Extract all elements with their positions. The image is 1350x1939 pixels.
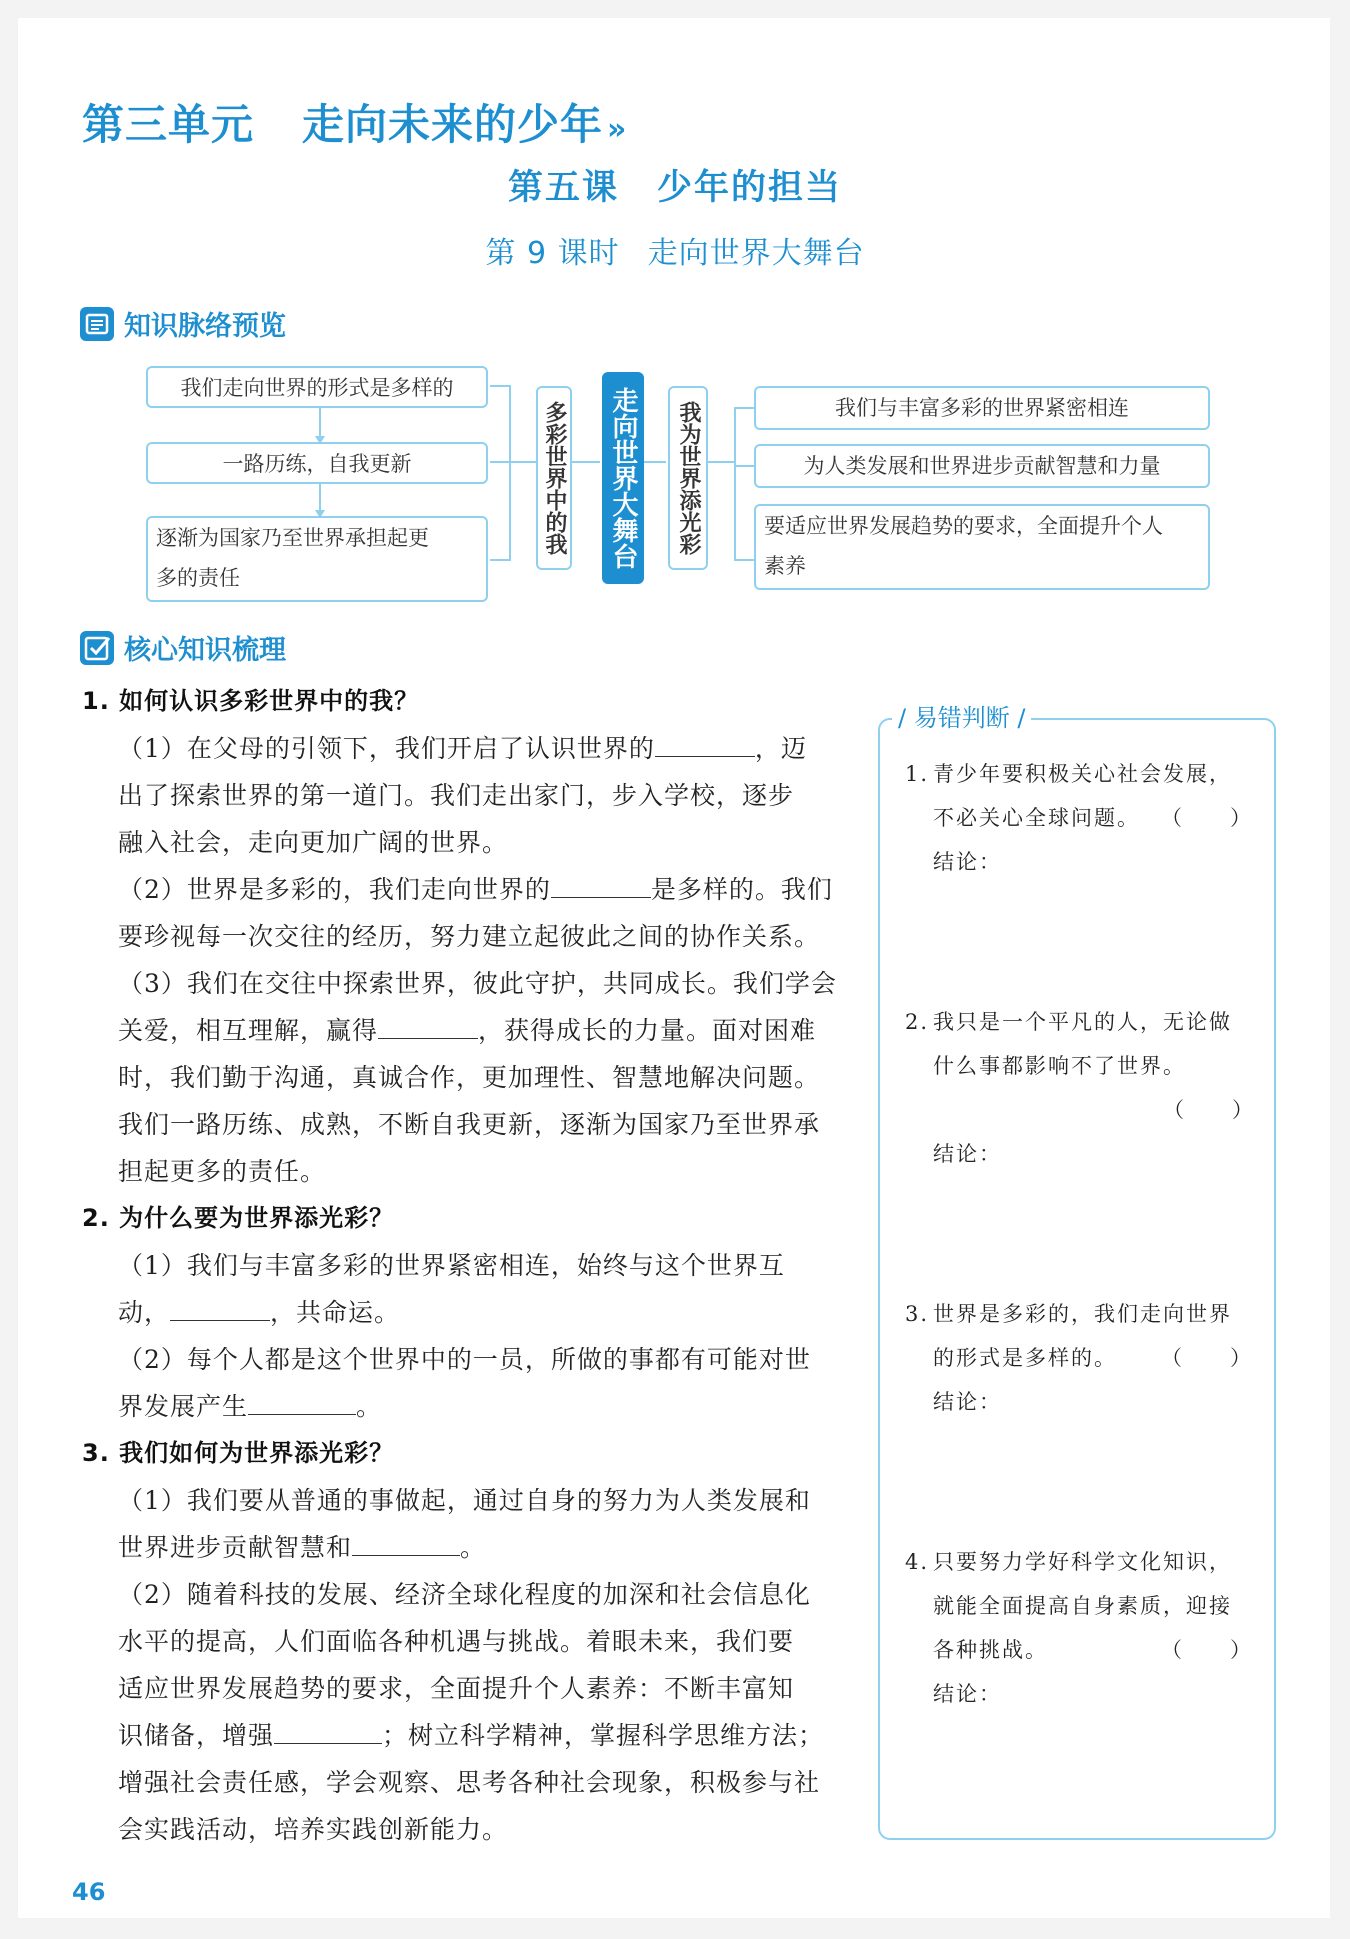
question-2-title: 2. 为什么要为世界添光彩？	[82, 1204, 395, 1232]
diagram-left-box-3-line1: 逐渐为国家乃至世界承担起更	[156, 526, 429, 550]
q1-text: （2）世界是多彩的，我们走向世界的	[118, 875, 551, 904]
conclusion-label: 结论：	[933, 1390, 1002, 1414]
diagram-right-box-3	[754, 504, 1210, 590]
diagram-right-box-3-line2: 素养	[764, 554, 806, 578]
item-text: 不必关心全球问题。	[933, 806, 1140, 830]
q3-text: （1）我们要从普通的事做起，通过自身的努力为人类发展和	[118, 1486, 811, 1515]
diagram-left-branch: 多彩世界中的我	[536, 386, 572, 570]
item-number: 2.	[905, 1010, 930, 1034]
answer-paren[interactable]: （ ）	[1161, 806, 1253, 830]
diagram-right-box-1: 我们与丰富多彩的世界紧密相连	[754, 386, 1210, 430]
q1-text: 时，我们勤于沟通，真诚合作，更加理性、智慧地解决问题。	[118, 1063, 821, 1092]
diagram-right-box-3-line1: 要适应世界发展趋势的要求，全面提升个人	[764, 514, 1163, 538]
q2-text: ，共命运。	[270, 1298, 401, 1327]
fill-blank[interactable]	[170, 1292, 270, 1321]
item-text: 世界是多彩的，我们走向世界	[933, 1302, 1232, 1326]
answer-paren[interactable]: （ ）	[1161, 1638, 1253, 1662]
q1-text: 关爱，相互理解，赢得	[118, 1016, 379, 1045]
q1-text: 担起更多的责任。	[118, 1157, 327, 1186]
item-text: 我只是一个平凡的人，无论做	[933, 1010, 1232, 1034]
q1-text: 出了探索世界的第一道门。我们走出家门，步入学校，逐步	[118, 781, 795, 810]
fill-blank[interactable]	[655, 728, 755, 757]
section-core-knowledge-heading	[80, 628, 286, 667]
conclusion-label: 结论：	[933, 1142, 1002, 1166]
q2-text: （1）我们与丰富多彩的世界紧密相连，始终与这个世界互	[118, 1251, 785, 1280]
q1-text: 要珍视每一次交往的经历，努力建立起彼此之间的协作关系。	[118, 922, 821, 951]
item-text: 什么事都影响不了世界。	[933, 1054, 1186, 1078]
diagram-center: 走向世界大舞台	[602, 372, 644, 584]
question-3-title: 3. 我们如何为世界添光彩？	[82, 1439, 395, 1467]
judgment-item-1	[905, 752, 1255, 884]
judgment-item-4	[905, 1540, 1255, 1716]
lesson-name: 少年的担当	[657, 168, 843, 208]
q1-text: （1）在父母的引领下，我们开启了认识世界的	[118, 734, 655, 763]
section-title: 核心知识梳理	[124, 635, 286, 666]
q1-text: 我们一路历练、成熟，不断自我更新，逐渐为国家乃至世界承	[118, 1110, 821, 1139]
diagram-right-box-2: 为人类发展和世界进步贡献智慧和力量	[754, 444, 1210, 488]
question-1-title: 1. 如何认识多彩世界中的我？	[82, 687, 420, 715]
q3-text: 适应世界发展趋势的要求，全面提升个人素养：不断丰富知	[118, 1674, 795, 1703]
conclusion-label: 结论：	[933, 1682, 1002, 1706]
conclusion-label: 结论：	[933, 850, 1002, 874]
q1-text: （3）我们在交往中探索世界，彼此守护，共同成长。我们学会	[118, 969, 837, 998]
checkbox-icon	[80, 631, 114, 665]
diagram-left-box-1: 我们走向世界的形式是多样的	[146, 366, 488, 408]
lesson-label: 第五课	[507, 168, 619, 208]
diagram-left-box-3-line2: 多的责任	[156, 566, 240, 590]
q3-text: （2）随着科技的发展、经济全球化程度的加深和社会信息化	[118, 1580, 811, 1609]
q2-text: 界发展产生	[118, 1392, 249, 1421]
q3-text: 识储备，增强	[118, 1721, 275, 1750]
question-2-answer	[82, 1242, 852, 1430]
unit-name: 走向未来的少年	[302, 100, 604, 149]
judgment-item-2	[905, 1000, 1255, 1176]
q1-text: 融入社会，走向更加广阔的世界。	[118, 828, 509, 857]
section-title: 知识脉络预览	[124, 311, 286, 342]
item-number: 1.	[905, 762, 930, 786]
fill-blank[interactable]	[352, 1527, 460, 1556]
q3-text: ；树立科学精神，掌握科学思维方法；	[382, 1721, 825, 1750]
period-name: 走向世界大舞台	[647, 236, 865, 271]
question-1-answer	[82, 725, 852, 1195]
answer-paren[interactable]: （ ）	[1163, 1098, 1255, 1122]
diagram-right-branch: 我为世界添光彩	[668, 386, 708, 570]
unit-label: 第三单元	[82, 100, 255, 149]
period-label: 第 9 课时	[485, 236, 620, 271]
item-text: 各种挑战。	[933, 1638, 1048, 1662]
q3-text: 。	[460, 1533, 487, 1562]
fill-blank[interactable]	[551, 869, 651, 898]
answer-paren[interactable]: （ ）	[1161, 1346, 1253, 1370]
question-3-answer	[82, 1477, 852, 1853]
side-panel-title: / 易错判断 /	[892, 698, 1031, 733]
page-number: 46	[72, 1878, 106, 1906]
q1-text: 是多样的。我们	[650, 875, 833, 904]
q3-text: 世界进步贡献智慧和	[118, 1533, 353, 1562]
diagram-left-box-2: 一路历练，自我更新	[146, 442, 488, 484]
item-number: 4.	[905, 1550, 930, 1574]
q1-text: ，迈	[754, 734, 807, 763]
q1-text: ，获得成长的力量。面对困难	[478, 1016, 817, 1045]
fill-blank[interactable]	[378, 1010, 478, 1039]
judgment-item-3	[905, 1292, 1255, 1424]
fill-blank[interactable]	[248, 1386, 356, 1415]
diagram-left-box-3	[146, 516, 488, 602]
q2-text: （2）每个人都是这个世界中的一员，所做的事都有可能对世	[118, 1345, 811, 1374]
side-title-text: 易错判断	[913, 704, 1010, 732]
item-text: 只要努力学好科学文化知识，	[933, 1550, 1232, 1574]
q2-text: 。	[356, 1392, 383, 1421]
item-text: 就能全面提高自身素质，迎接	[933, 1594, 1232, 1618]
item-text: 青少年要积极关心社会发展，	[933, 762, 1232, 786]
item-number: 3.	[905, 1302, 930, 1326]
q3-text: 增强社会责任感，学会观察、思考各种社会现象，积极参与社	[118, 1768, 821, 1797]
core-knowledge-body	[82, 678, 852, 1853]
q3-text: 水平的提高，人们面临各种机遇与挑战。着眼未来，我们要	[118, 1627, 795, 1656]
double-chevron-icon: »	[607, 112, 628, 147]
q2-text: 动，	[118, 1298, 171, 1327]
item-text: 的形式是多样的。	[933, 1346, 1117, 1370]
q3-text: 会实践活动，培养实践创新能力。	[118, 1815, 509, 1844]
fill-blank[interactable]	[274, 1715, 382, 1744]
